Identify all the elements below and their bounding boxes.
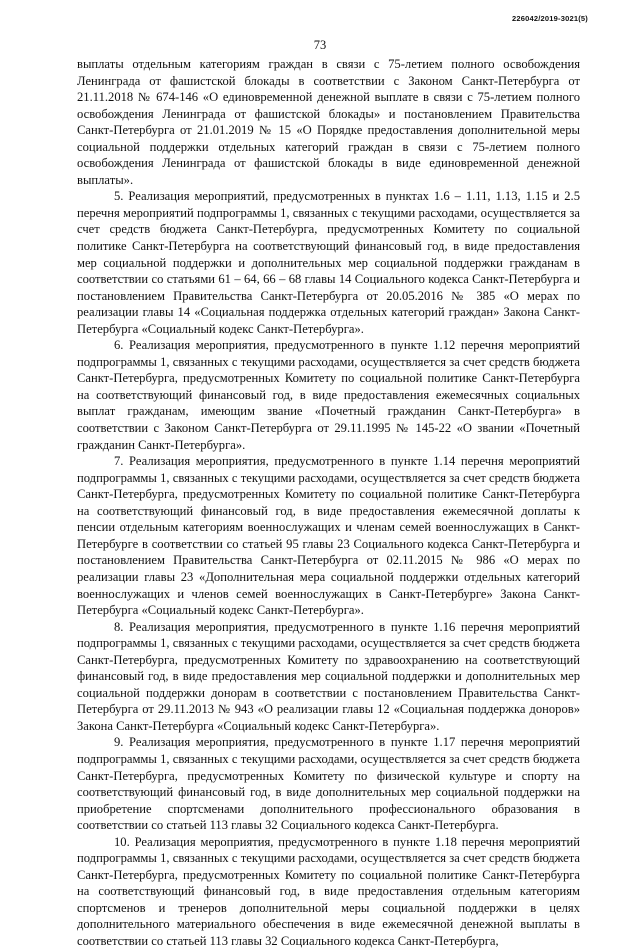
paragraph-item-7: 7. Реализация мероприятия, предусмотренного в пункте 1.14 перечня мероприятий подпрограммы 1, связанных с текущими расходами, осуществляется за счет средств бюджета Санкт-Петербурга, предусмотренных Комитету по социальной политике Санкт-Петербурга на соответствующий финансовый год, в виде предоставления ежемесячной доплаты к пенсии отдельным категориям военнослужащих и членам семей военнослужащих в Санкт-Петербурге в соответствии со статьей 95 главы 23 Социального кодекса Санкт-Петербурга и постановлением Правительства Санкт-Петербурга от 02.11.2015 № 986 «О мерах по реализации главы 23 «Дополнительная мера социальной поддержки отдельных категорий военнослужащих и членов семей военнослужащих в Санкт-Петербурге» Закона Санкт-Петербурга «Социальный кодекс Санкт-Петербурга». — [77, 454, 580, 618]
document-registration-number: 226042/2019-3021(5) — [512, 14, 588, 23]
page-number: 73 — [313, 38, 327, 52]
paragraph-continuation: выплаты отдельным категориям граждан в связи с 75-летием полного освобождения Ленинграда от фашистской блокады в соответствии с Законом Санкт-Петербурга от 21.11.2018 № 674-146 «О единовременной денежной выплате в связи с 75-летием полного освобождения Ленинграда от фашистской блокады» и постановлением Правительства Санкт-Петербурга от 21.01.2019 № 15 «О Порядке предоставления дополнительной меры социальной поддержки отдельных категорий граждан в связи с 75-летием полного освобождения Ленинграда от фашистской блокады в виде единовременной денежной выплаты». — [77, 57, 580, 187]
document-body — [77, 56, 580, 950]
paragraph-item-5: 5. Реализация мероприятий, предусмотренных в пунктах 1.6 – 1.11, 1.13, 1.15 и 2.5 перечня мероприятий подпрограммы 1, связанных с текущими расходами, осуществляется за счет средств бюджета Санкт-Петербурга, предусмотренных Комитету по социальной политике Санкт-Петербурга на соответствующий финансовый год, в виде предоставления мер социальной поддержки и дополнительных мер социальной поддержки гражданам в соответствии со статьями 61 – 64, 66 – 68 главы 14 Социального кодекса Санкт-Петербурга и постановлением Правительства Санкт-Петербурга от 20.05.2016 № 385 «О мерах по реализации главы 14 «Социальная поддержка отдельных категорий граждан» Закона Санкт-Петербурга «Социальный кодекс Санкт-Петербурга». — [77, 189, 580, 336]
paragraph-item-10: 10. Реализация мероприятия, предусмотренного в пункте 1.18 перечня мероприятий подпрограммы 1, связанных с текущими расходами, осуществляется за счет средств бюджета Санкт-Петербурга, предусмотренных Комитету по социальной политике Санкт-Петербурга на соответствующий финансовый год, в виде предоставления отдельным категориям спортсменов и тренеров дополнительной меры социальной поддержки в целях дополнительного материального обеспечения в виде ежемесячной денежной выплаты в соответствии со статьей 113 главы 32 Социального кодекса Санкт-Петербурга, — [77, 834, 580, 948]
paragraph-item-9: 9. Реализация мероприятия, предусмотренного в пункте 1.17 перечня мероприятий подпрограммы 1, связанных с текущими расходами, осуществляется за счет средств бюджета Санкт-Петербурга, предусмотренных Комитету по физической культуре и спорту на соответствующий финансовый год, в виде дополнительных мер социальной поддержки на приобретение спортсменами дополнительного профессионального образования в соответствии со статьей 113 главы 32 Социального кодекса Санкт-Петербурга. — [77, 735, 580, 833]
paragraph-item-8: 8. Реализация мероприятия, предусмотренного в пункте 1.16 перечня мероприятий подпрограммы 1, связанных с текущими расходами, осуществляется за счет средств бюджета Санкт-Петербурга, предусмотренных Комитету по здравоохранению на соответствующий финансовый год, в виде предоставления мер социальной поддержки и дополнительных мер социальной поддержки донорам в соответствии с постановлением Правительства Санкт-Петербурга от 29.11.2013 № 943 «О реализации главы 12 «Социальная поддержка доноров» Закона Санкт-Петербурга «Социальный кодекс Санкт-Петербурга». — [77, 619, 580, 733]
paragraph-item-6: 6. Реализация мероприятия, предусмотренного в пункте 1.12 перечня мероприятий подпрограммы 1, связанных с текущими расходами, осуществляется за счет средств бюджета Санкт-Петербурга, предусмотренных Комитету по социальной политике Санкт-Петербурга на соответствующий финансовый год, в виде предоставления ежемесячных социальных выплат гражданам, имеющим звание «Почетный гражданин Санкт-Петербурга» в соответствии с Законом Санкт-Петербурга от 29.11.1995 № 145-22 «О звании «Почетный гражданин Санкт-Петербурга». — [77, 338, 580, 452]
